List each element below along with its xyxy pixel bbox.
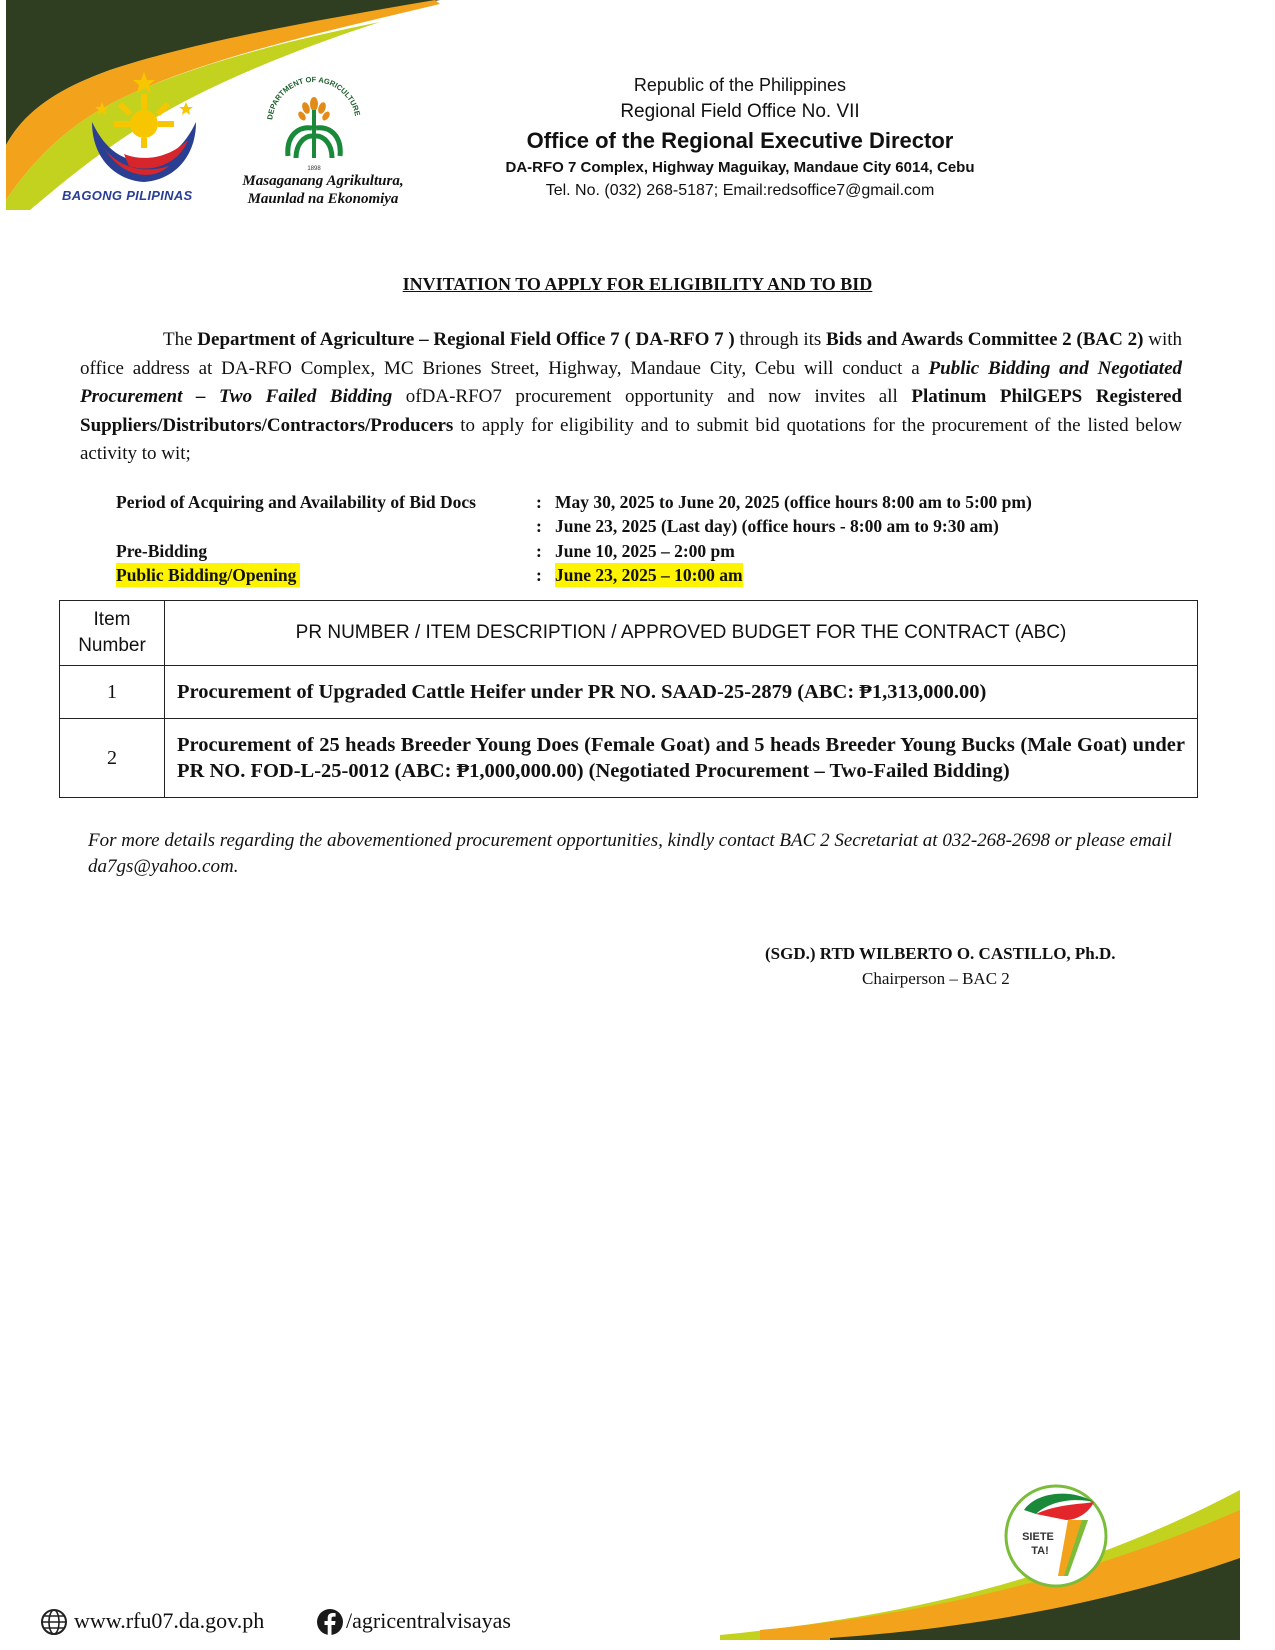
ta-text: TA! xyxy=(1031,1545,1049,1557)
da-tagline xyxy=(228,172,418,208)
footer-swoosh xyxy=(720,1480,1240,1640)
header-contact: Tel. No. (032) 268-5187; Email:redsoffice7@gmail.com xyxy=(545,182,935,199)
schedule-value: June 23, 2025 – 10:00 am xyxy=(555,565,743,585)
intro-paragraph xyxy=(80,326,1182,469)
footer-website-link[interactable]: www.rfu07.da.gov.ph xyxy=(74,1608,265,1633)
schedule-value: June 23, 2025 (Last day) (office hours - 8:00 am to 9:30 am) xyxy=(555,516,999,536)
header-address: DA-RFO 7 Complex, Highway Maguikay, Mandaue City 6014, Cebu xyxy=(505,159,975,176)
globe-icon xyxy=(40,1608,68,1636)
schedule-colon: : xyxy=(536,565,542,585)
da-tagline-line1: Masaganang Agrikultura, xyxy=(242,173,404,189)
item-number: 1 xyxy=(60,666,165,719)
item-number: 2 xyxy=(60,719,165,798)
schedule-label: Public Bidding/Opening xyxy=(116,563,300,587)
description-header: PR NUMBER / ITEM DESCRIPTION / APPROVED BUDGET FOR THE CONTRACT (ABC) xyxy=(165,601,1198,666)
bagong-pilipinas-logo xyxy=(84,62,204,188)
da-seal-text: DEPARTMENT OF AGRICULTURE xyxy=(265,74,363,121)
para-bold: Platinum PhilGEPS Registered Suppliers/Distributors/Contractors/Producers xyxy=(80,386,1182,436)
item-number-header xyxy=(60,601,165,666)
header-text: Number xyxy=(78,635,146,656)
table-row xyxy=(60,666,1198,719)
para-bold: Bids and Awards Committee 2 (BAC 2) xyxy=(826,329,1144,350)
item-description: Procurement of Upgraded Cattle Heifer under PR NO. SAAD-25-2879 (ABC: ₱1,313,000.00) xyxy=(165,666,1198,719)
header-office-title: Office of the Regional Executive Director xyxy=(526,128,954,153)
schedule-colon: : xyxy=(536,541,542,561)
da-tagline-line2: Maunlad na Ekonomiya xyxy=(247,191,399,207)
schedule-colon: : xyxy=(536,492,542,512)
facebook-icon xyxy=(316,1608,344,1636)
signatory-name: (SGD.) RTD WILBERTO O. CASTILLO, Ph.D. xyxy=(765,944,1116,963)
schedule-value: May 30, 2025 to June 20, 2025 (office hours 8:00 am to 5:00 pm) xyxy=(555,492,1032,512)
schedule-label: Pre-Bidding xyxy=(116,541,208,561)
para-text: through its xyxy=(734,329,827,350)
siete-text: SIETE xyxy=(1022,1531,1054,1543)
schedule-value: June 10, 2025 – 2:00 pm xyxy=(555,541,735,561)
para-bold: Department of Agriculture – Regional Field Office 7 ( DA-RFO 7 ) xyxy=(197,329,735,350)
para-text: with office address at DA-RFO Complex, MC Briones Street, Highway, Mandaue City, Cebu will conduct a xyxy=(80,329,1183,379)
para-bold-italic: Public Bidding and Negotiated Procurement – Two Failed Bidding xyxy=(80,357,1183,407)
procurement-items-table xyxy=(59,600,1198,798)
da-seal-logo xyxy=(258,66,370,174)
signatory-title: Chairperson – BAC 2 xyxy=(862,969,1010,988)
para-text: to apply for eligibility and to submit bid quotations for the procurement of the listed below activity to wit; xyxy=(80,414,1182,464)
para-text: The xyxy=(163,329,198,350)
contact-note: For more details regarding the abovementioned procurement opportunities, kindly contact BAC 2 Secretariat at 032-268-2698 or please email da7gs@yahoo.com. xyxy=(88,830,1172,877)
schedule-colon: : xyxy=(536,516,542,536)
da-seal-year: 1898 xyxy=(307,166,321,172)
table-header-row xyxy=(60,601,1198,666)
header-regional-office: Regional Field Office No. VII xyxy=(620,101,860,122)
footer-facebook-link[interactable]: /agricentralvisayas xyxy=(346,1608,511,1633)
schedule-label: Period of Acquiring and Availability of Bid Docs xyxy=(116,492,476,512)
siete-ta-logo xyxy=(996,1480,1116,1590)
table-row xyxy=(60,719,1198,798)
para-text: ofDA-RFO7 procurement opportunity and now invites all xyxy=(392,386,912,407)
header-republic: Republic of the Philippines xyxy=(633,75,847,95)
header-text: Item xyxy=(93,609,131,630)
document-title: INVITATION TO APPLY FOR ELIGIBILITY AND TO BID xyxy=(402,274,873,294)
bagong-pilipinas-caption: BAGONG PILIPINAS xyxy=(62,188,193,203)
item-description: Procurement of 25 heads Breeder Young Does (Female Goat) and 5 heads Breeder Young Bucks (Male Goat) under PR NO. FOD-L-25-0012 (ABC: ₱1,000,000.00) (Negotiated Procurement – Two-Failed Bidding) xyxy=(165,719,1198,798)
